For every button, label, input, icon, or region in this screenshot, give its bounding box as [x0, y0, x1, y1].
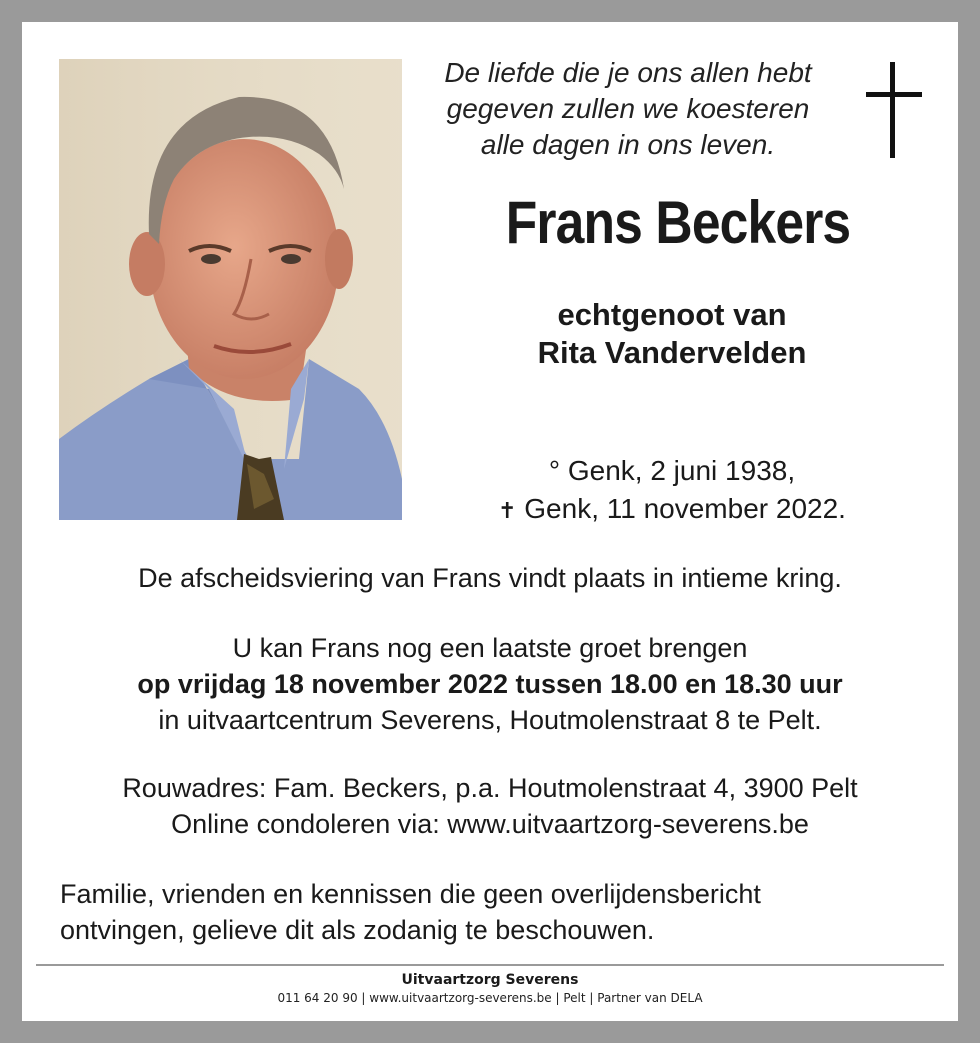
funeral-company-details: 011 64 20 90 | www.uitvaartzorg-severens.be | Pelt | Partner van DELA	[277, 991, 703, 1005]
mourning-address: Rouwadres: Fam. Beckers, p.a. Houtmolenstraat 4, 3900 Pelt	[122, 773, 858, 803]
ceremony-line: De afscheidsviering van Frans vindt plaats in intieme kring.	[138, 563, 842, 593]
quote-line: gegeven zullen we koesteren	[446, 93, 810, 124]
memorial-quote	[408, 55, 848, 163]
deceased-name: Frans Beckers	[505, 189, 851, 256]
birth-date: Genk, 2 juni 1938,	[567, 455, 796, 486]
notice-line: ontvingen, gelieve dit als zodanig te beschouwen.	[60, 915, 655, 945]
funeral-company-name: Uitvaartzorg Severens	[401, 972, 579, 988]
notice-line: Familie, vrienden en kennissen die geen overlijdensbericht	[60, 879, 761, 909]
birth-symbol: °	[548, 455, 561, 486]
dagger-icon: ✝	[498, 498, 517, 523]
visitation-text	[22, 630, 958, 738]
contact-text	[22, 770, 958, 842]
portrait-photo	[59, 59, 402, 520]
life-dates	[440, 452, 904, 530]
quote-line: De liefde die je ons allen hebt	[444, 57, 812, 88]
cross-icon	[866, 62, 922, 158]
online-condolence: Online condoleren via: www.uitvaartzorg-severens.be	[171, 809, 809, 839]
birth-line	[440, 452, 904, 490]
footer-divider	[36, 964, 944, 966]
death-line	[440, 490, 904, 530]
death-date: Genk, 11 november 2022.	[524, 493, 846, 524]
notice-text	[60, 876, 940, 948]
visit-where: in uitvaartcentrum Severens, Houtmolenstraat 8 te Pelt.	[158, 705, 822, 735]
spouse-intro: echtgenoot van	[557, 297, 787, 332]
quote-line: alle dagen in ons leven.	[480, 129, 776, 160]
visit-intro: U kan Frans nog een laatste groet brengen	[232, 633, 748, 663]
visit-when: op vrijdag 18 november 2022 tussen 18.00 en 18.30 uur	[137, 669, 843, 699]
ceremony-text	[22, 560, 958, 596]
spouse-block	[440, 296, 904, 372]
spouse-name: Rita Vandervelden	[537, 335, 807, 370]
